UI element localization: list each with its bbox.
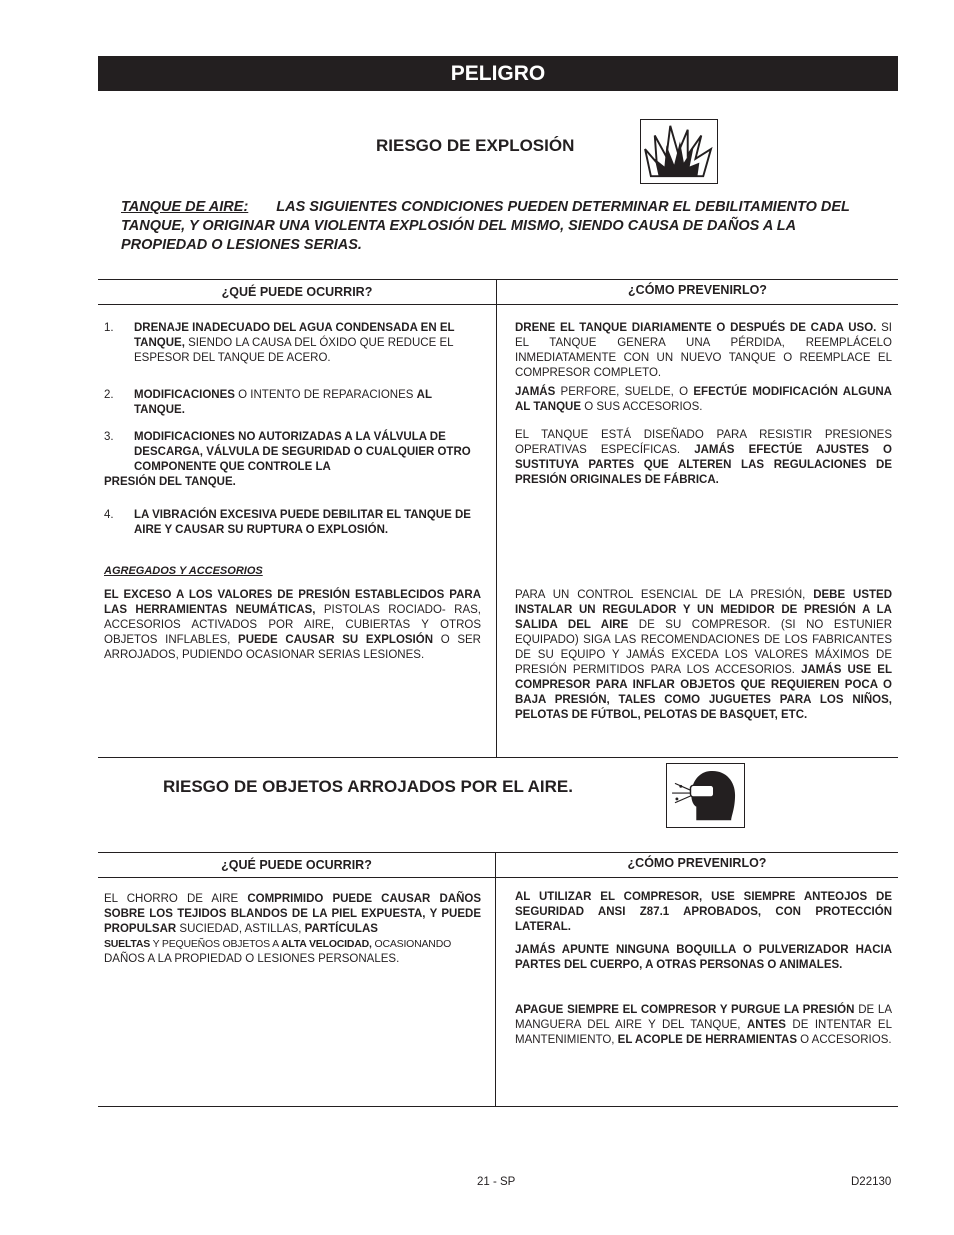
table2-col-how-prevent: ¿CÓMO PREVENIRLO?: [627, 856, 767, 870]
safety-goggles-icon: [666, 763, 745, 828]
table1-col-how-prevent: ¿CÓMO PREVENIRLO?: [628, 283, 767, 297]
prevent-item-2: JAMÁS PERFORE, SUELDE, O EFECTÚE MODIFICACIÓN ALGUNA AL TANQUE O SUS ACCESORIOS.: [515, 386, 892, 413]
risk-item-4: 4. LA VIBRACIÓN EXCESIVA PUEDE DEBILITAR EL TANQUE DE AIRE Y CAUSAR SU RUPTURA O EXPLOSIÓN.: [104, 509, 471, 536]
accessories-label: AGREGADOS Y ACCESORIOS: [104, 565, 263, 577]
risk-item-2: 2. MODIFICACIONES O INTENTO DE REPARACIONES AL TANQUE.: [104, 389, 432, 416]
table2-bottom-rule: [98, 1106, 898, 1107]
explosion-icon: [640, 119, 718, 184]
table2-header-rule: [98, 877, 898, 878]
table1-header-rule: [98, 304, 898, 305]
table2-col-what-happens: ¿QUÉ PUEDE OCURRIR?: [221, 858, 372, 872]
explosion-hazard-title: RIESGO DE EXPLOSIÓN: [376, 136, 575, 155]
air-tank-text: LAS SIGUIENTES CONDICIONES PUEDEN DETERMINAR EL DEBILITAMIENTO DEL TANQUE, Y ORIGINAR UNA VIOLENTA EXPLOSIÓN DEL MISMO, SIENDO CAUSA DE DAÑOS A LA PROPIEDAD O LESIONES SERIAS.: [121, 199, 850, 253]
flying-objects-hazard-title: RIESGO DE OBJETOS ARROJADOS POR EL AIRE.: [163, 777, 573, 796]
purge-prevent: APAGUE SIEMPRE EL COMPRESOR Y PURGUE LA PRESIÓN DE LA MANGUERA DEL AIRE Y DEL TANQUE, ANTES DE INTENTAR EL MANTENIMIENTO, EL ACOPLE DE HERRAMIENTAS O ACCESORIOS.: [515, 1004, 892, 1046]
table2-divider: [495, 852, 496, 1106]
risk-item-3: 3. MODIFICACIONES NO AUTORIZADAS A LA VÁLVULA DE DESCARGA, VÁLVULA DE SEGURIDAD O CUALQUIER OTRO COMPONENTE QUE CONTROLE LA PRESIÓN DEL TANQUE.: [104, 431, 471, 488]
table1-top-rule: [98, 279, 898, 280]
document-code: D22130: [851, 1176, 892, 1188]
page-number: 21 - SP: [477, 1176, 516, 1188]
nozzle-prevent: JAMÁS APUNTE NINGUNA BOQUILLA O PULVERIZADOR HACIA PARTES DEL CUERPO, A OTRAS PERSONAS O ANIMALES.: [515, 944, 892, 971]
table1-col-what-happens: ¿QUÉ PUEDE OCURRIR?: [221, 285, 373, 299]
air-tank-label: TANQUE DE AIRE:: [121, 199, 249, 215]
prevent-item-3: EL TANQUE ESTÁ DISEÑADO PARA RESISTIR PRESIONES OPERATIVAS ESPECÍFICAS. JAMÁS EFECTÚE AJUSTES O SUSTITUYA PARTES QUE ALTEREN LAS REGULACIONES DE PRESIÓN ORIGINALES DE FÁBRICA.: [515, 429, 892, 486]
accessories-risk: EL EXCESO A LOS VALORES DE PRESIÓN ESTABLECIDOS PARA LAS HERRAMIENTAS NEUMÁTICAS, PISTOLAS ROCIADO- RAS, ACCESORIOS ACTIVADOS POR AIRE, CUBIERTAS Y OTROS OBJETOS INFLABLES, PUEDE CAUSAR SU EXPLOSIÓN O SER ARROJADOS, PUDIENDO OCASIONAR SERIAS LESIONES.: [104, 589, 481, 661]
prevent-item-1: DRENE EL TANQUE DIARIAMENTE O DESPUÉS DE CADA USO. SI EL TANQUE GENERA UNA PÉRDIDA, REEMPLÁCELO INMEDIATAMENTE CON UN NUEVO TANQUE O REEMPLACE EL COMPRESOR COMPLETO.: [515, 322, 893, 379]
risk-item-1: 1. DRENAJE INADECUADO DEL AGUA CONDENSADA EN EL TANQUE, SIENDO LA CAUSA DEL ÓXIDO QUE REDUCE EL ESPESOR DEL TANQUE DE ACERO.: [104, 322, 455, 364]
danger-banner: PELIGRO: [98, 56, 898, 91]
table2-top-rule: [98, 852, 898, 853]
table1-divider: [496, 279, 497, 757]
flying-objects-risk: EL CHORRO DE AIRE COMPRIMIDO PUEDE CAUSAR DAÑOS SOBRE LOS TEJIDOS BLANDOS DE LA PIEL EXPUESTA, Y PUEDE PROPULSAR SUCIEDAD, ASTILLAS, PARTÍCULAS SUELTAS Y PEQUEÑOS OBJETOS A ALTA VELOCIDAD, OCASIONANDO DAÑOS A LA PROPIEDAD O LESIONES PERSONALES.: [104, 893, 481, 965]
table1-bottom-rule: [98, 757, 898, 758]
air-tank-warning: [121, 198, 881, 255]
accessories-prevent: PARA UN CONTROL ESENCIAL DE LA PRESIÓN, DEBE USTED INSTALAR UN REGULADOR Y UN MEDIDOR DE PRESIÓN A LA SALIDA DEL AIRE DE SU COMPRESOR. (SI NO ESTUNIER EQUIPADO) SIGA LAS RECOMENDACIONES DE LOS FABRICANTES DE SU EQUIPO Y JAMÁS EXCEDA LOS VALORES MÁXIMOS DE PRESIÓN PERMITIDOS PARA LOS ACCESORIOS. JAMÁS USE EL COMPRESOR PARA INFLAR OBJETOS QUE REQUIEREN POCA O BAJA PRESIÓN, TALES COMO JUGUETES PARA LOS NIÑOS, PELOTAS DE FÚTBOL, PELOTAS DE BASQUET, ETC.: [515, 589, 893, 721]
goggles-prevent: AL UTILIZAR EL COMPRESOR, USE SIEMPRE ANTEOJOS DE SEGURIDAD ANSI Z87.1 APROBADOS, CON PROTECCIÓN LATERAL.: [515, 891, 892, 933]
